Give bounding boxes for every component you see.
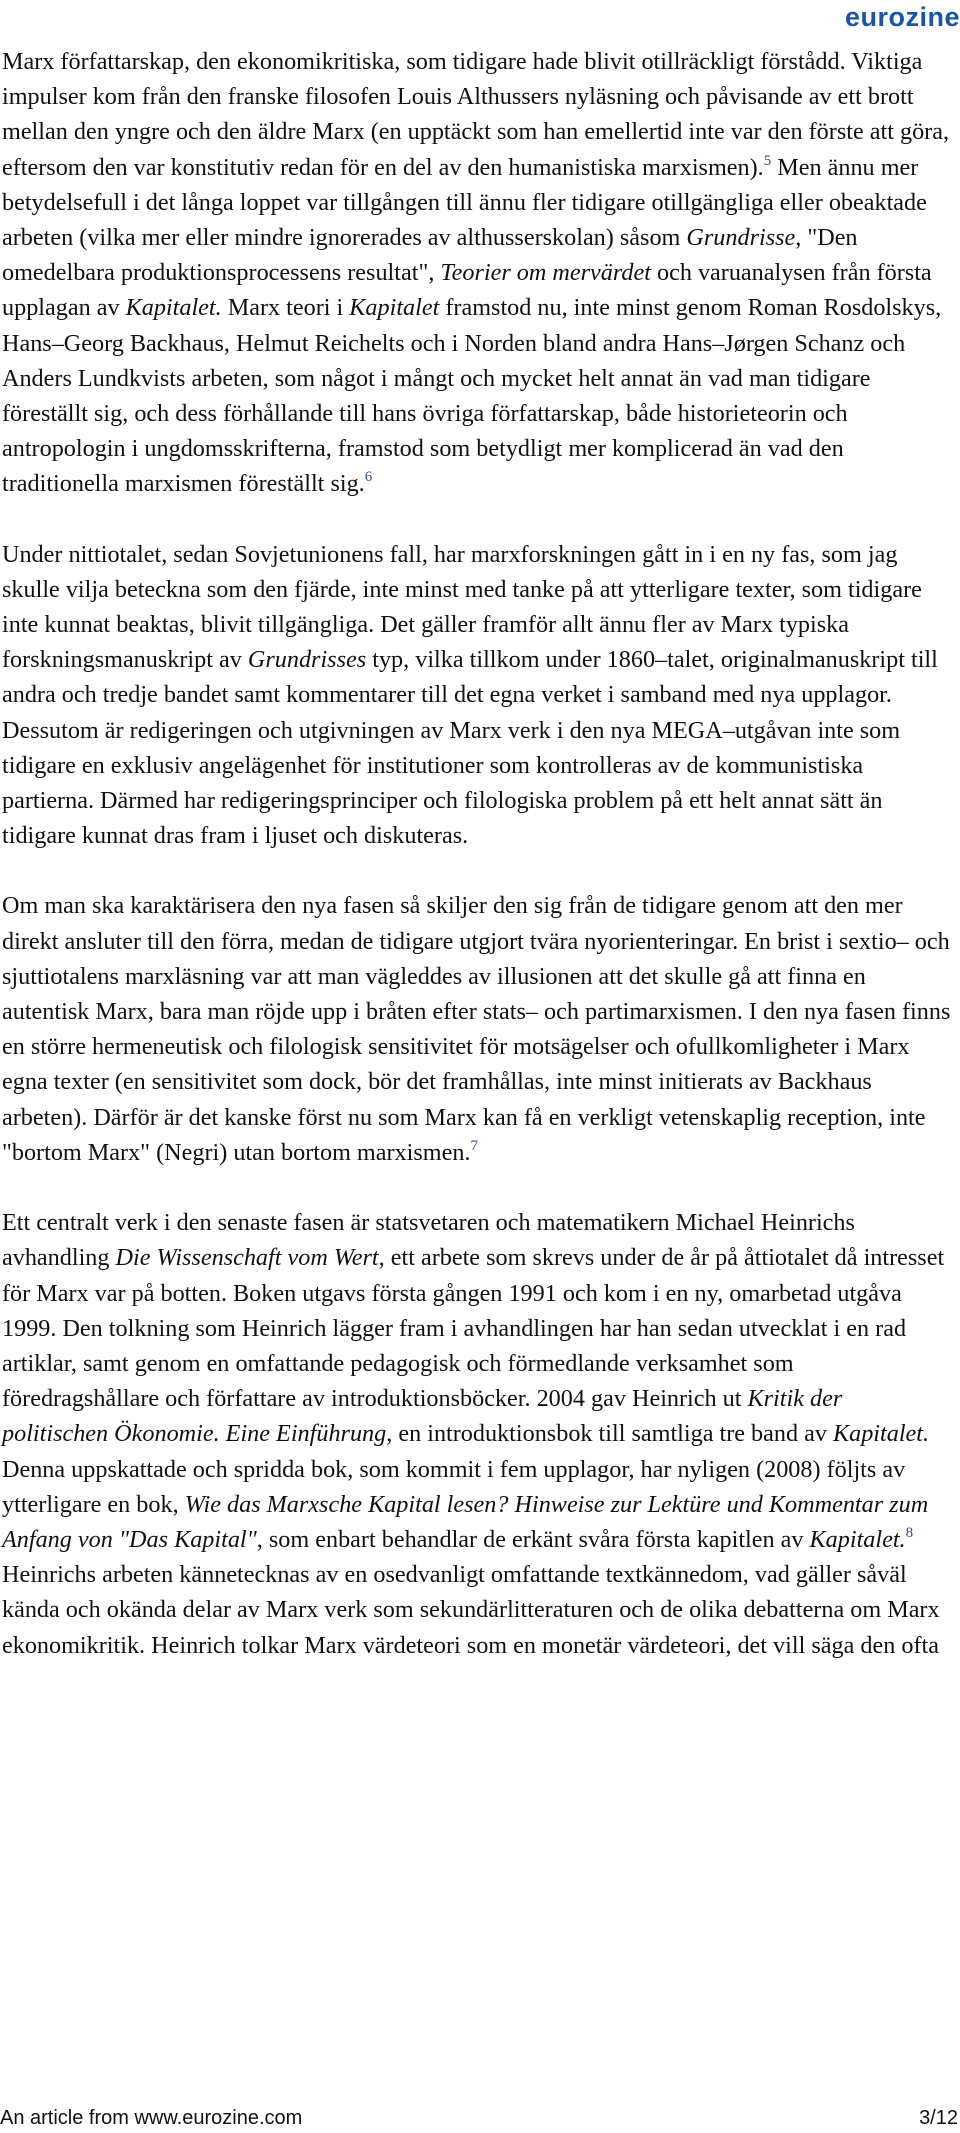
text-run: Heinrichs arbeten kännetecknas av en osedvanligt omfattande textkännedom, vad gäller såväl kända och okända delar av Marx verk som sekundärlitteraturen och de olika debatterna om Marx ekonomikritik. Heinrich tolkar Marx värdeteori som en monetär värdeteori, det vill säga den ofta (2, 1561, 940, 1659)
text-run: Marx författarskap, den ekonomikritiska, som tidigare hade blivit otillräckligt förstådd. Viktiga impulser kom från den franske filosofen Louis Althussers nyläsning och påvisande av ett brott mellan den yngre och den äldre Marx (en upptäckt som han emellertid inte var den förste att göra, eftersom den var konstitutiv redan för en del av den humanistiska marxismen). (2, 48, 949, 181)
text-run: , som enbart behandlar de erkänt svåra första kapitlen av (256, 1525, 810, 1553)
text-run: Om man ska karaktärisera den nya fasen så skiljer den sig från de tidigare genom att den mer direkt ansluter till den förra, medan de tidigare utgjort tvära nyorienteringar. En brist i sextio– och sjuttiotalens marxläsning var att man vägleddes av illusionen att det skulle gå att finna en autentisk Marx, bara man röjde upp i bråten efter stats– och partimarxismen. I den nya fasen finns en större hermeneutisk och filologisk sensitivitet för motsägelser och ofullkomligheter i Marx egna texter (en sensitivitet som dock, bör det framhållas, inte minst initierats av Backhaus arbeten). Därför är det kanske först nu som Marx kan få en verkligt vetenskaplig reception, inte "bortom Marx" (Negri) utan bortom marxismen. (2, 892, 951, 1166)
footnote-ref[interactable]: 7 (470, 1137, 478, 1154)
paragraph (2, 888, 954, 1170)
text-run: Marx teori i (221, 294, 350, 322)
italic-title: Wie das Marxsche Kapital lesen? Hinweise zur Lektüre und Kommentar zum Anfang von "Das Kapital" (2, 1490, 929, 1553)
italic-title: Kapitalet. (809, 1525, 906, 1553)
paragraph (2, 537, 954, 854)
italic-title: Kapitalet. (125, 294, 222, 322)
footnote-ref[interactable]: 8 (905, 1524, 914, 1541)
italic-title: Grundrisse (686, 224, 796, 252)
paragraph (2, 1205, 954, 1663)
text-run: typ, vilka tillkom under 1860–talet, originalmanuskript till andra och tredje bandet samt kommentarer till det egna verket i samband med nya upplagor. Dessutom är redigeringen och utgivningen av Marx verk i den nya MEGA–utgåvan inte som tidigare en exklusiv angelägenhet för institutioner som kontrolleras av de kommunistiska partierna. Därmed har redigeringsprinciper och filologiska problem på ett helt annat sätt än tidigare kunnat dras fram i ljuset och diskuteras. (2, 646, 938, 850)
article-body (2, 44, 954, 1698)
text-run: och varuanalysen från första upplagan av (2, 259, 932, 322)
page-number: 3/12 (919, 2107, 958, 2129)
italic-title: Teorier om mervärdet (440, 259, 651, 287)
italic-title: Kapitalet (349, 294, 440, 322)
footnote-ref[interactable]: 5 (763, 152, 772, 169)
text-run: Ett centralt verk i den senaste fasen är statsvetaren och matematikern Michael Heinrichs avhandling (2, 1209, 855, 1272)
italic-title: Kapitalet. (832, 1420, 930, 1448)
italic-title: Grundrisses (247, 646, 367, 674)
text-run: Men ännu mer betydelsefull i det långa loppet var tillgången till ännu fler tidigare otillgängliga eller obeaktade arbeten (vilka mer eller mindre ignorerades av althusserskolan) såsom (2, 153, 927, 252)
footnote-ref[interactable]: 6 (364, 469, 373, 486)
italic-title: Die Wissenschaft vom Wert (115, 1244, 379, 1272)
text-run: Under nittiotalet, sedan Sovjetunionens fall, har marxforskningen gått in i en ny fas, som jag skulle vilja beteckna som den fjärde, inte minst med tanke på att ytterligare texter, som tidigare inte kunnat beaktas, blivit tillgängliga. Det gäller framför allt ännu fler av Marx typiska forskningsmanuskript av (2, 540, 922, 674)
text-run: , en introduktionsbok till samtliga tre band av (386, 1420, 833, 1448)
text-run: , "Den omedelbara produktionsprocessens resultat", (2, 224, 858, 287)
italic-title: Kritik der politischen Ökonomie. Eine Einführung (2, 1385, 843, 1448)
text-run: Denna uppskattade och spridda bok, som kommit i fem upplagor, har nyligen (2008) följts av ytterligare en bok, (2, 1455, 906, 1518)
text-run: , ett arbete som skrevs under de år på åttiotalet då intresset för Marx var på botten. Boken utgavs första gången 1991 och kom i en ny, omarbetad utgåva 1999. Den tolkning som Heinrich lägger fram i avhandlingen har han sedan utvecklat i en rad artiklar, samt genom en omfattande pedagogisk och förmedlande verksamhet som föredragshållare och författare av introduktionsböcker. 2004 gav Heinrich ut (2, 1244, 945, 1413)
text-run: framstod nu, inte minst genom Roman Rosdolskys, Hans–Georg Backhaus, Helmut Reichelts och i Norden bland andra Hans–Jørgen Schanz och Anders Lundkvists arbeten, som något i mångt och mycket helt annat än vad man tidigare föreställt sig, och dess förhållande till hans övriga författarskap, både historieteorin och antropologin i ungdomsskrifterna, framstod som betydligt mer komplicerad än vad den traditionella marxismen föreställt sig. (2, 294, 942, 498)
paragraph (2, 44, 954, 502)
eurozine-logo[interactable]: eurozine (844, 2, 960, 32)
footer-source: An article from www.eurozine.com (0, 2107, 303, 2129)
